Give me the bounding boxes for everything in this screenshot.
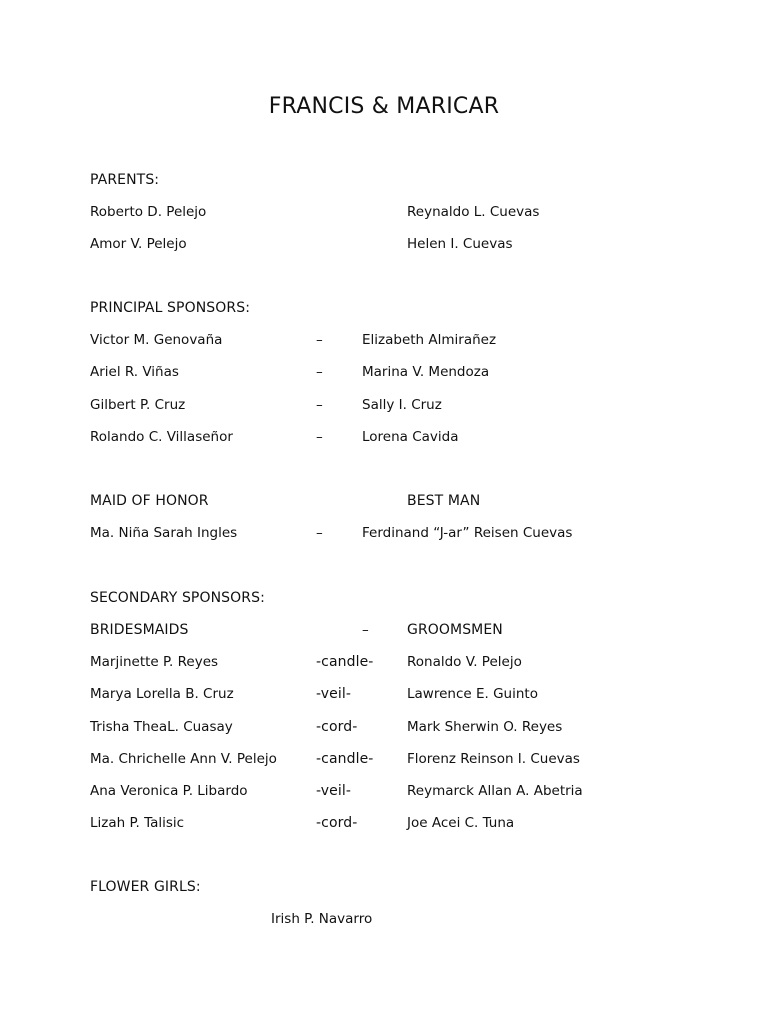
separator-dash: – [316, 332, 323, 348]
principal-sponsor-male: Gilbert P. Cruz [90, 397, 186, 413]
principal-sponsors-heading: PRINCIPAL SPONSORS: [90, 300, 251, 316]
separator-dash: – [362, 622, 369, 638]
bridesmaid-name: Ma. Chrichelle Ann V. Pelejo [90, 751, 277, 767]
bridesmaid-name: Marjinette P. Reyes [90, 654, 219, 670]
best-man-heading: BEST MAN [407, 493, 481, 509]
page-title: FRANCIS & MARICAR [268, 94, 500, 119]
sponsor-role: -candle- [316, 751, 374, 767]
sponsor-role: -cord- [316, 719, 358, 735]
groomsman-name: Joe Acei C. Tuna [407, 815, 515, 831]
groomsman-name: Reymarck Allan A. Abetria [407, 783, 583, 799]
parent-name: Reynaldo L. Cuevas [407, 204, 540, 220]
separator-dash: – [316, 429, 323, 445]
secondary-sponsors-heading: SECONDARY SPONSORS: [90, 590, 265, 606]
flower-girls-heading: FLOWER GIRLS: [90, 879, 201, 895]
principal-sponsor-female: Elizabeth Almirañez [362, 332, 497, 348]
best-man-name: Ferdinand “J-ar” Reisen Cuevas [362, 525, 573, 541]
groomsman-name: Mark Sherwin O. Reyes [407, 719, 563, 735]
maid-of-honor-heading: MAID OF HONOR [90, 493, 209, 509]
parent-name: Roberto D. Pelejo [90, 204, 207, 220]
bridesmaid-name: Marya Lorella B. Cruz [90, 686, 234, 702]
parent-name: Amor V. Pelejo [90, 236, 187, 252]
principal-sponsor-female: Marina V. Mendoza [362, 364, 490, 380]
principal-sponsor-female: Lorena Cavida [362, 429, 459, 445]
principal-sponsor-male: Rolando C. Villaseñor [90, 429, 233, 445]
separator-dash: – [316, 397, 323, 413]
bridesmaids-heading: BRIDESMAIDS [90, 622, 189, 638]
bridesmaid-name: Ana Veronica P. Libardo [90, 783, 248, 799]
groomsman-name: Florenz Reinson I. Cuevas [407, 751, 580, 767]
separator-dash: – [316, 364, 323, 380]
sponsor-role: -veil- [316, 686, 352, 702]
principal-sponsor-female: Sally I. Cruz [362, 397, 442, 413]
bridesmaid-name: Trisha TheaL. Cuasay [90, 719, 233, 735]
sponsor-role: -veil- [316, 783, 352, 799]
parents-heading: PARENTS: [90, 172, 160, 188]
principal-sponsor-male: Victor M. Genovaña [90, 332, 223, 348]
groomsman-name: Lawrence E. Guinto [407, 686, 538, 702]
groomsmen-heading: GROOMSMEN [407, 622, 503, 638]
groomsman-name: Ronaldo V. Pelejo [407, 654, 522, 670]
flower-girl-name: Irish P. Navarro [271, 911, 373, 927]
bridesmaid-name: Lizah P. Talisic [90, 815, 185, 831]
principal-sponsor-male: Ariel R. Viñas [90, 364, 179, 380]
sponsor-role: -cord- [316, 815, 358, 831]
sponsor-role: -candle- [316, 654, 374, 670]
separator-dash: – [316, 525, 323, 541]
maid-of-honor-name: Ma. Niña Sarah Ingles [90, 525, 238, 541]
parent-name: Helen I. Cuevas [407, 236, 513, 252]
